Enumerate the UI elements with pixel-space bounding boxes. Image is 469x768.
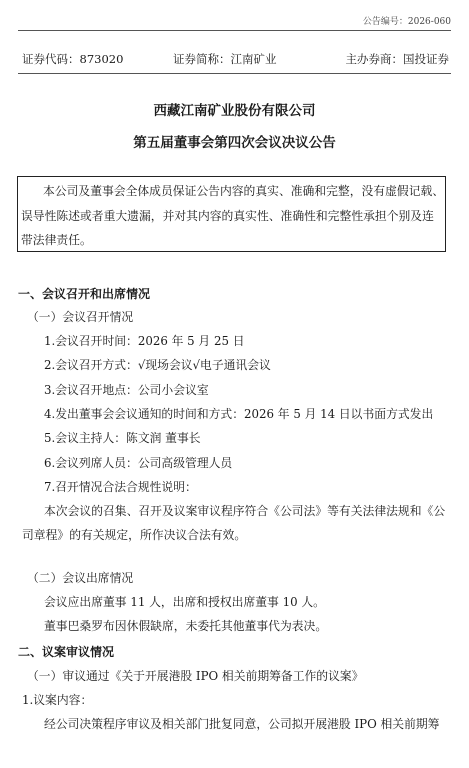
subsection-attendance: （二）会议出席情况	[27, 571, 134, 585]
item-time: 1.会议召开时间：2026 年 5 月 25 日	[44, 334, 245, 348]
meta-divider	[18, 73, 451, 74]
item-method: 2.会议召开方式：√现场会议√电子通讯会议	[44, 358, 271, 372]
section-heading-meeting: 一、会议召开和出席情况	[18, 287, 151, 301]
company-title: 西藏江南矿业股份有限公司	[153, 103, 316, 119]
notice-line: 带法律责任。	[21, 233, 92, 247]
item-host: 5.会议主持人：陈文润 董事长	[44, 431, 201, 445]
announcement-number: 公告编号：2026-060	[362, 17, 451, 27]
absence-text: 董事巴桑罗布因休假缺席，未委托其他董事代为表决。	[44, 619, 328, 633]
subsection-convening: （一）会议召开情况	[27, 310, 134, 324]
header-divider	[18, 30, 451, 31]
security-short-name: 证券简称：江南矿业	[173, 52, 277, 66]
announcement-title: 第五届董事会第四次会议决议公告	[133, 135, 336, 151]
item-attendees: 6.会议列席人员：公司高级管理人员	[44, 456, 233, 470]
proposal-content-text: 经公司决策程序审议及相关部门批复同意，公司拟开展港股 IPO 相关前期筹	[44, 717, 440, 731]
proposal-content-label: 1.议案内容：	[22, 693, 93, 707]
item-location: 3.会议召开地点：公司小会议室	[44, 383, 209, 397]
sponsor-broker: 主办券商：国投证券	[345, 52, 449, 66]
legality-text: 本次会议的召集、召开及议案审议程序符合《公司法》等有关法律法规和《公	[44, 504, 446, 518]
proposal-title: （一）审议通过《关于开展港股 IPO 相关前期筹备工作的议案》	[27, 669, 364, 683]
item-notice-time: 4.发出董事会会议通知的时间和方式：2026 年 5 月 14 日以书面方式发出	[44, 407, 434, 421]
attendance-text: 会议应出席董事 11 人，出席和授权出席董事 10 人。	[44, 595, 325, 609]
notice-box	[17, 176, 446, 252]
notice-line: 本公司及董事会全体成员保证公告内容的真实、准确和完整，没有虚假记载、	[43, 184, 445, 198]
section-heading-proposals: 二、议案审议情况	[18, 645, 115, 659]
notice-line: 误导性陈述或者重大遗漏，并对其内容的真实性、准确性和完整性承担个别及连	[21, 209, 434, 223]
legality-text: 司章程》的有关规定，所作决议合法有效。	[22, 528, 247, 542]
security-code: 证券代码：873020	[22, 52, 124, 66]
item-legality: 7.召开情况合法合规性说明：	[44, 480, 197, 494]
